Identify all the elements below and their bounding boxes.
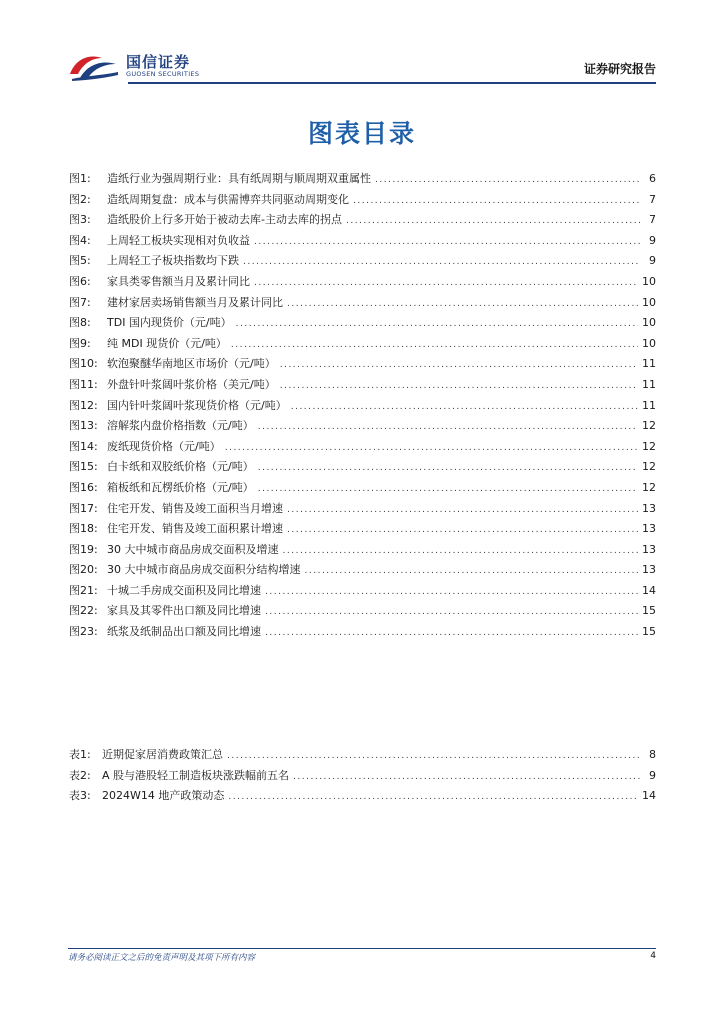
- entry-label: 图19:: [69, 542, 98, 556]
- figure-toc-entry[interactable]: [69, 500, 656, 521]
- dot-leader: [293, 772, 640, 782]
- dot-leader: [236, 319, 638, 329]
- entry-label: 图12:: [69, 398, 98, 412]
- dot-leader: [225, 443, 638, 453]
- entry-page-number: 12: [642, 480, 656, 494]
- entry-label: 图5:: [69, 254, 91, 268]
- entry-label: 图18:: [69, 522, 98, 536]
- entry-title: 30 大中城市商品房成交面积及增速: [107, 542, 279, 556]
- table-toc-entry[interactable]: [69, 746, 656, 767]
- entry-label: 表3:: [69, 789, 91, 803]
- entry-label: 图14:: [69, 439, 98, 453]
- page-title: 图表目录: [307, 119, 416, 148]
- dot-leader: [254, 237, 640, 247]
- footer-divider: [68, 948, 656, 949]
- entry-page-number: 10: [642, 274, 656, 288]
- figure-toc-entry[interactable]: [69, 623, 656, 644]
- figure-toc-entry[interactable]: [69, 582, 656, 603]
- dot-leader: [287, 299, 638, 309]
- dot-leader: [283, 546, 639, 556]
- entry-title: 建材家居卖场销售额当月及累计同比: [107, 295, 283, 309]
- figure-toc-entry[interactable]: [69, 252, 656, 273]
- entry-title: 纸浆及纸制品出口额及同比增速: [107, 625, 261, 639]
- logo-english-name: GUOSEN SECURITIES: [126, 70, 200, 78]
- entry-page-number: 9: [649, 254, 656, 268]
- figure-toc-entry[interactable]: [69, 355, 656, 376]
- entry-title: 2024W14 地产政策动态: [102, 789, 225, 803]
- entry-title: 上周轻工子板块指数均下跌: [107, 254, 239, 268]
- entry-label: 图22:: [69, 604, 98, 618]
- entry-title: 国内针叶浆阔叶浆现货价格（元/吨）: [107, 398, 287, 412]
- figure-toc-entry[interactable]: [69, 335, 656, 356]
- entry-title: TDI 国内现货价（元/吨）: [107, 316, 232, 330]
- entry-title: 上周轻工板块实现相对负收益: [107, 233, 250, 247]
- dot-leader: [254, 278, 638, 288]
- entry-title: 近期促家居消费政策汇总: [102, 748, 223, 761]
- entry-page-number: 7: [649, 192, 656, 206]
- dot-leader: [258, 463, 638, 473]
- entry-page-number: 9: [649, 768, 656, 782]
- entry-label: 图15:: [69, 460, 98, 474]
- entry-title: 纯 MDI 现货价（元/吨）: [107, 336, 227, 350]
- figure-toc-entry[interactable]: [69, 458, 656, 479]
- entry-label: 图8:: [69, 316, 91, 330]
- entry-title: 住宅开发、销售及竣工面积当月增速: [107, 501, 283, 515]
- figure-toc-entry[interactable]: [69, 479, 656, 500]
- dot-leader: [287, 525, 638, 535]
- report-type-label: 证券研究报告: [583, 62, 656, 76]
- entry-label: 图20:: [69, 563, 98, 577]
- entry-label: 图21:: [69, 583, 98, 597]
- entry-title: 白卡纸和双胶纸价格（元/吨）: [107, 460, 254, 474]
- entry-label: 表2:: [69, 768, 91, 782]
- figure-toc-entry[interactable]: [69, 273, 656, 294]
- entry-page-number: 15: [642, 625, 656, 639]
- entry-label: 表1:: [69, 748, 91, 761]
- figure-toc-entry[interactable]: [69, 438, 656, 459]
- entry-title: 住宅开发、销售及竣工面积累计增速: [107, 522, 283, 536]
- guosen-logo-icon: [68, 52, 120, 82]
- dot-leader: [227, 751, 640, 761]
- dot-leader: [375, 175, 640, 185]
- entry-label: 图1:: [69, 172, 91, 185]
- entry-page-number: 12: [642, 439, 656, 453]
- entry-page-number: 10: [642, 295, 656, 309]
- entry-label: 图11:: [69, 377, 98, 391]
- page-header: [68, 50, 656, 84]
- entry-label: 图7:: [69, 295, 91, 309]
- figure-toc-entry[interactable]: [69, 211, 656, 232]
- entry-title: 废纸现货价格（元/吨）: [107, 439, 221, 453]
- entry-page-number: 10: [642, 336, 656, 350]
- figure-toc-entry[interactable]: [69, 170, 656, 191]
- entry-page-number: 8: [649, 748, 656, 761]
- dot-leader: [291, 402, 638, 412]
- entry-title: A 股与港股轻工制造板块涨跌幅前五名: [102, 768, 290, 782]
- entry-page-number: 10: [642, 316, 656, 330]
- dot-leader: [231, 340, 638, 350]
- figure-toc-entry[interactable]: [69, 314, 656, 335]
- entry-page-number: 12: [642, 460, 656, 474]
- entry-label: 图9:: [69, 336, 91, 350]
- dot-leader: [258, 484, 638, 494]
- entry-label: 图10:: [69, 357, 98, 371]
- dot-leader: [265, 628, 638, 638]
- entry-page-number: 9: [649, 233, 656, 247]
- entry-title: 溶解浆内盘价格指数（元/吨）: [107, 419, 254, 433]
- figure-toc-entry[interactable]: [69, 541, 656, 562]
- entry-title: 30 大中城市商品房成交面积分结构增速: [107, 563, 301, 577]
- dot-leader: [305, 566, 639, 576]
- entry-title: 造纸行业为强周期行业：具有纸周期与顺周期双重属性: [107, 172, 371, 185]
- table-toc-entry[interactable]: [69, 787, 656, 808]
- entry-title: 软泡聚醚华南地区市场价（元/吨）: [107, 357, 276, 371]
- entry-page-number: 6: [649, 172, 656, 185]
- company-logo: [68, 50, 208, 84]
- dot-leader: [346, 216, 640, 226]
- entry-label: 图23:: [69, 625, 98, 639]
- dot-leader: [228, 792, 638, 802]
- figure-toc-entry[interactable]: [69, 520, 656, 541]
- figure-toc-entry[interactable]: [69, 602, 656, 623]
- figure-toc-entry[interactable]: [69, 191, 656, 212]
- logo-chinese-name: 国信证券: [126, 53, 191, 71]
- figure-toc-entry[interactable]: [69, 561, 656, 582]
- dot-leader: [258, 422, 638, 432]
- dot-leader: [243, 257, 640, 267]
- entry-page-number: 13: [642, 522, 656, 536]
- entry-page-number: 11: [642, 357, 656, 371]
- entry-label: 图2:: [69, 192, 91, 206]
- entry-page-number: 7: [649, 213, 656, 227]
- entry-title: 十城二手房成交面积及同比增速: [107, 583, 261, 597]
- figure-toc-entry[interactable]: [69, 232, 656, 253]
- entry-page-number: 14: [642, 583, 656, 597]
- table-list: [69, 746, 656, 808]
- dot-leader: [353, 196, 640, 206]
- entry-title: 外盘针叶浆阔叶浆价格（美元/吨）: [107, 377, 276, 391]
- dot-leader: [265, 607, 638, 617]
- entry-label: 图6:: [69, 274, 91, 288]
- entry-page-number: 15: [642, 604, 656, 618]
- entry-page-number: 12: [642, 419, 656, 433]
- entry-page-number: 11: [642, 377, 656, 391]
- entry-label: 图3:: [69, 213, 91, 227]
- entry-title: 箱板纸和瓦楞纸价格（元/吨）: [107, 480, 254, 494]
- figure-toc-entry[interactable]: [69, 294, 656, 315]
- entry-title: 家具类零售额当月及累计同比: [107, 274, 250, 288]
- dot-leader: [280, 381, 638, 391]
- dot-leader: [280, 360, 638, 370]
- entry-label: 图4:: [69, 233, 91, 247]
- entry-page-number: 13: [642, 563, 656, 577]
- figure-toc-entry[interactable]: [69, 417, 656, 438]
- entry-page-number: 11: [642, 398, 656, 412]
- dot-leader: [287, 505, 638, 515]
- figure-toc-entry[interactable]: [69, 397, 656, 418]
- figure-list: [69, 170, 656, 644]
- entry-title: 家具及其零件出口额及同比增速: [107, 604, 261, 618]
- entry-label: 图17:: [69, 501, 98, 515]
- header-divider: [128, 82, 656, 84]
- entry-page-number: 14: [642, 789, 656, 803]
- figure-toc-entry[interactable]: [69, 376, 656, 397]
- entry-label: 图16:: [69, 480, 98, 494]
- dot-leader: [265, 587, 638, 597]
- entry-page-number: 13: [642, 501, 656, 515]
- entry-label: 图13:: [69, 419, 98, 433]
- entry-title: 造纸周期复盘：成本与供需博弈共同驱动周期变化: [107, 192, 349, 206]
- entry-title: 造纸股价上行多开始于被动去库-主动去库的拐点: [107, 213, 342, 227]
- footer-disclaimer: 请务必阅读正文之后的免责声明及其项下所有内容: [68, 953, 256, 963]
- entry-page-number: 13: [642, 542, 656, 556]
- page-number: 4: [650, 951, 656, 961]
- table-toc-entry[interactable]: [69, 767, 656, 788]
